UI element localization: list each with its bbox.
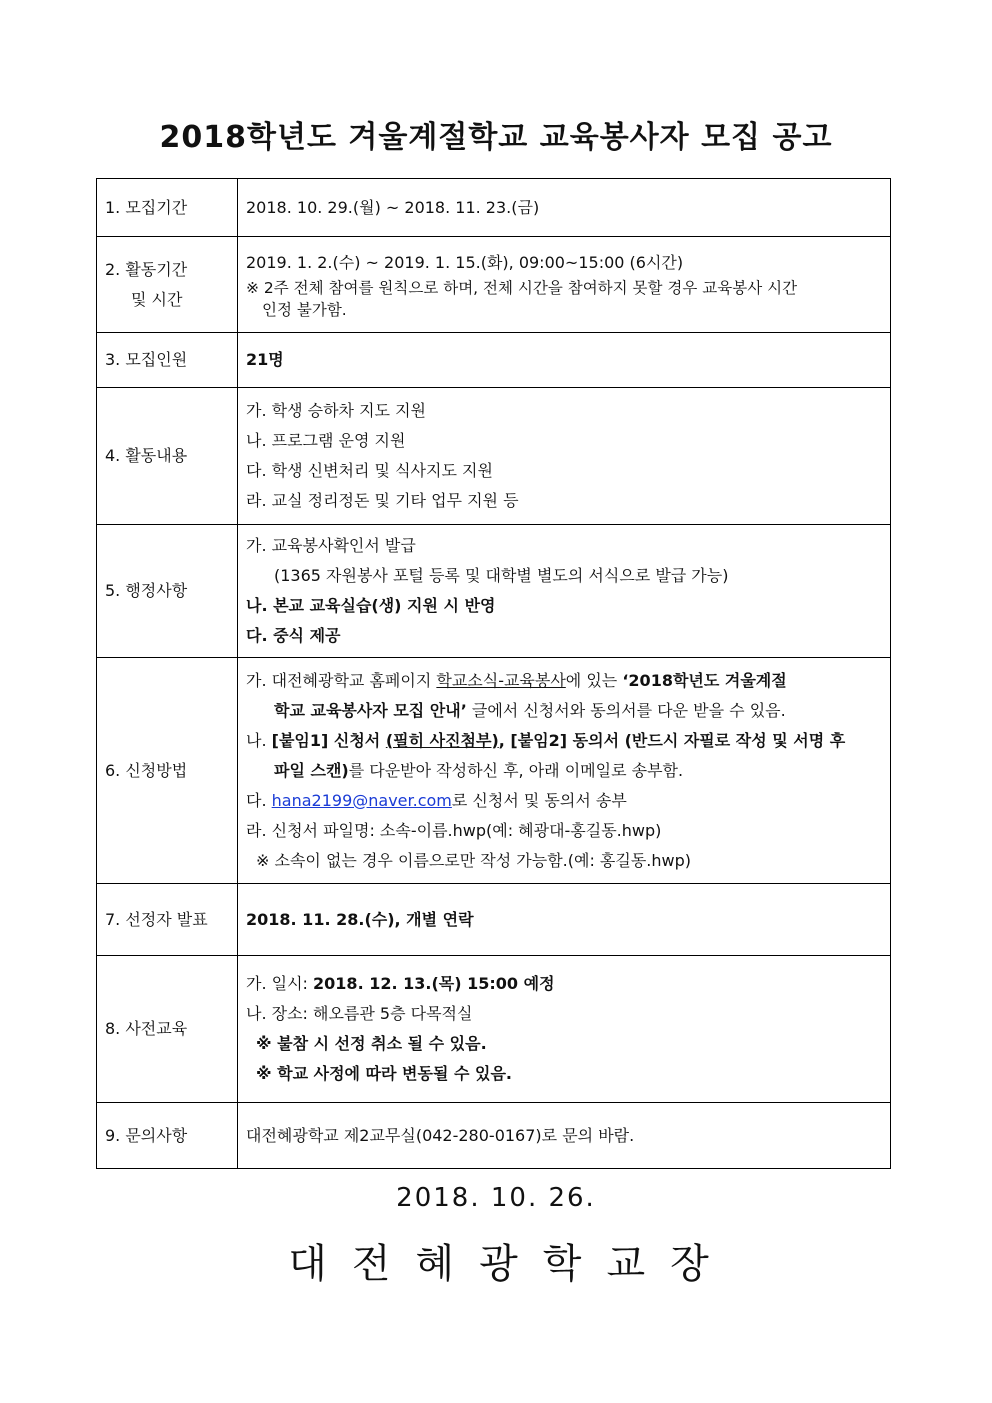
note-text: ※ 소속이 없는 경우 이름으로만 작성 가능함.(예: 홍길동.hwp) — [256, 850, 692, 870]
issuer-name: 대전혜광학교장 — [288, 1241, 734, 1287]
email-link[interactable]: hana2199@naver.com — [271, 790, 452, 810]
list-item-cont — [246, 696, 882, 726]
row-label-line: 2. 활동기간 — [105, 259, 188, 279]
row-label — [97, 237, 238, 333]
text: 가. 대전혜광학교 홈페이지 — [246, 670, 437, 690]
row-label: 9. 문의사항 — [97, 1103, 238, 1169]
row-content — [238, 658, 891, 884]
table-row — [97, 525, 891, 658]
page-title: 2018학년도 겨울계절학교 교육봉사자 모집 공고 — [159, 120, 833, 155]
activity-period: 2019. 1. 2.(수) ~ 2019. 1. 15.(화), 09:00~15:00 (6시간) — [246, 252, 684, 272]
row-content: 21명 — [238, 333, 891, 388]
note-text: ※ 불참 시 선정 취소 될 수 있음. — [256, 1034, 487, 1053]
table-row — [97, 884, 891, 956]
list-item: 가. 학생 승하차 지도 지원 — [246, 401, 426, 420]
text: , — [498, 730, 511, 750]
scan-text: 파일 스캔) — [274, 760, 349, 780]
row-content: 2018. 10. 29.(월) ~ 2018. 11. 23.(금) — [238, 179, 891, 237]
list-item: 다. 중식 제공 — [246, 626, 341, 645]
list-item — [246, 786, 882, 816]
row-label: 7. 선정자 발표 — [97, 884, 238, 956]
row-label: 3. 모집인원 — [97, 333, 238, 388]
list-item: 라. 교실 정리정돈 및 기타 업무 지원 등 — [246, 491, 519, 510]
list-item: 다. 학생 신변처리 및 식사지도 지원 — [246, 461, 493, 480]
row-label: 8. 사전교육 — [97, 956, 238, 1103]
list-item — [246, 726, 882, 756]
text: 가. 일시: — [246, 974, 314, 993]
note-text: ※ 2주 전체 참여를 원칙으로 하며, 전체 시간을 참여하지 못할 경우 교육봉사 시간 — [246, 278, 798, 297]
row-label: 6. 신청방법 — [97, 658, 238, 884]
text: 다. — [246, 790, 272, 810]
list-item: 나. 본교 교육실습(생) 지원 시 반영 — [246, 596, 496, 615]
document-date: 2018. 10. 26. — [396, 1183, 596, 1213]
note-text: ※ 학교 사정에 따라 변동될 수 있음. — [256, 1064, 512, 1083]
list-item-sub: (1365 자원봉사 포털 등록 및 대학별 별도의 서식으로 발급 가능) — [274, 566, 729, 585]
row-content: 2018. 11. 28.(수), 개별 연락 — [238, 884, 891, 956]
row-content — [238, 237, 891, 333]
menu-path: 학교소식-교육봉사 — [436, 670, 566, 690]
table-row — [97, 333, 891, 388]
row-content — [238, 956, 891, 1103]
row-label-line: 및 시간 — [131, 289, 183, 309]
row-label: 4. 활동내용 — [97, 388, 238, 525]
notice-title: ‘2018학년도 겨울계절 — [622, 670, 787, 690]
text: 로 신청서 및 동의서 송부 — [451, 790, 627, 810]
list-item: 가. 교육봉사확인서 발급 — [246, 536, 416, 555]
row-label: 5. 행정사항 — [97, 525, 238, 658]
list-item — [246, 969, 882, 999]
list-item — [246, 666, 882, 696]
attachment-1: [붙임1] 신청서 — [271, 730, 386, 750]
list-item: 나. 프로그램 운영 지원 — [246, 431, 406, 450]
notice-title: 학교 교육봉사자 모집 안내’ — [274, 700, 467, 720]
table-row — [97, 237, 891, 333]
list-item: 라. 신청서 파일명: 소속-이름.hwp(예: 혜광대-홍길동.hwp) — [246, 820, 662, 840]
text: 에 있는 — [565, 670, 623, 690]
row-content — [238, 525, 891, 658]
row-label: 1. 모집기간 — [97, 179, 238, 237]
photo-required: (필히 사진첨부) — [385, 730, 499, 750]
text: 나. — [246, 730, 272, 750]
table-row — [97, 658, 891, 884]
schedule-text: 2018. 12. 13.(목) 15:00 예정 — [313, 974, 555, 993]
attachment-2: [붙임2] 동의서 (반드시 자필로 작성 및 서명 후 — [510, 730, 846, 750]
text: 글에서 신청서와 동의서를 다운 받을 수 있음. — [466, 700, 786, 720]
list-item-cont — [246, 756, 882, 786]
note-text: 인정 불가함. — [262, 300, 347, 319]
row-content: 대전혜광학교 제2교무실(042-280-0167)로 문의 바람. — [238, 1103, 891, 1169]
table-row — [97, 956, 891, 1103]
table-row — [97, 1103, 891, 1169]
list-item: 나. 장소: 해오름관 5층 다목적실 — [246, 1004, 473, 1023]
recruitment-table — [96, 178, 891, 1169]
table-row — [97, 388, 891, 525]
row-content — [238, 388, 891, 525]
table-row — [97, 179, 891, 237]
text: 를 다운받아 작성하신 후, 아래 이메일로 송부함. — [348, 760, 684, 780]
